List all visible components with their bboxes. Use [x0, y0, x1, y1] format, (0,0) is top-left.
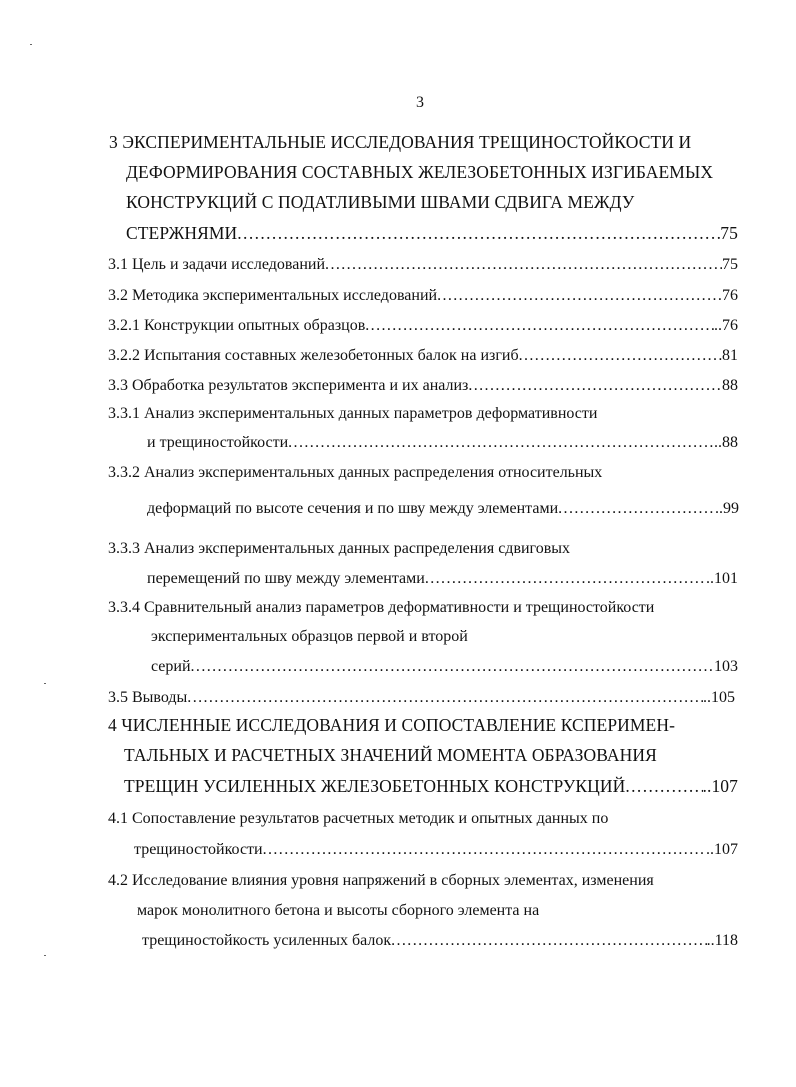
toc-entry-page: ..107 [706, 841, 738, 858]
dot-leader [288, 433, 714, 453]
toc-entry-text: трещиностойкость усиленных балок [142, 932, 392, 949]
toc-ch4-page: ..107 [702, 776, 738, 796]
toc-entry-page: ..101 [706, 570, 738, 587]
toc-entry-text: 3.2.2 Испытания составных железобетонных балок на изгиб [108, 347, 519, 364]
toc-entry-text: и трещиностойкости [147, 434, 289, 451]
scan-speck [44, 955, 46, 956]
dot-leader [191, 657, 714, 677]
toc-ch3-page: 75 [720, 223, 738, 243]
toc-entry-text: 3.2 Методика экспериментальных исследований [108, 287, 438, 304]
toc-entry-ch3[interactable] [126, 223, 738, 243]
dot-leader [558, 499, 715, 519]
toc-entry-3-3-1[interactable] [147, 433, 738, 453]
toc-entry-3-3[interactable] [108, 376, 738, 396]
dot-leader [237, 223, 720, 243]
toc-entry-page: ..88 [714, 434, 738, 451]
toc-entry-text: перемещений по шву между элементами [147, 570, 425, 587]
toc-entry-text: 3.1 Цель и задачи исследований [108, 256, 326, 273]
toc-entry-text: трещиностойкости [134, 841, 263, 858]
toc-entry-3-5[interactable] [108, 688, 735, 708]
toc-ch3-line4: СТЕРЖНЯМИ [126, 223, 238, 243]
dot-leader [263, 840, 706, 860]
toc-4-1-line1: 4.1 Сопоставление результатов расчетных методик и опытных данных по [108, 810, 609, 827]
toc-entry-3-3-3[interactable] [147, 569, 738, 589]
toc-entry-page: ..99 [715, 500, 739, 517]
dot-leader [625, 776, 702, 796]
toc-entry-3-1[interactable] [108, 255, 738, 275]
toc-entry-text: деформаций по высоте сечения и по шву между элементами [147, 500, 559, 517]
toc-4-2-line2: марок монолитного бетона и высоты сборного элемента на [137, 902, 540, 919]
toc-3-3-3-line1: 3.3.3 Анализ экспериментальных данных распределения сдвиговых [108, 540, 571, 557]
toc-entry-4-1[interactable] [134, 840, 738, 860]
toc-entry-text: 3.5 Выводы [108, 689, 188, 706]
dot-leader [425, 569, 706, 589]
toc-entry-page: 103 [714, 658, 738, 675]
toc-entry-3-2-2[interactable] [108, 346, 738, 366]
toc-entry-text: 3.3 Обработка результатов эксперимента и их анализ [108, 377, 469, 394]
toc-entry-page: 75 [722, 256, 738, 273]
toc-ch4-line2: ТАЛЬНЫХ И РАСЧЕТНЫХ ЗНАЧЕНИЙ МОМЕНТА ОБРАЗОВАНИЯ [124, 745, 657, 765]
toc-3-3-2-line1: 3.3.2 Анализ экспериментальных данных распределения относительных [108, 464, 603, 481]
dot-leader [187, 688, 703, 708]
page-number: 3 [416, 94, 424, 111]
toc-3-3-1-line1: 3.3.1 Анализ экспериментальных данных параметров деформативности [108, 405, 598, 422]
dot-leader [325, 255, 722, 275]
toc-entry-4-2[interactable] [142, 931, 738, 951]
toc-entry-3-3-2[interactable] [147, 499, 739, 519]
dot-leader [468, 376, 722, 396]
toc-ch3-line3: КОНСТРУКЦИЙ С ПОДАТЛИВЫМИ ШВАМИ СДВИГА МЕЖДУ [126, 192, 635, 212]
toc-4-2-line1: 4.2 Исследование влияния уровня напряжений в сборных элементах, изменения [108, 872, 654, 889]
toc-entry-3-3-4[interactable] [151, 657, 738, 677]
scan-speck [44, 683, 46, 684]
toc-3-3-4-line1: 3.3.4 Сравнительный анализ параметров деформативности и трещиностойкости [108, 599, 655, 616]
toc-entry-ch4[interactable] [124, 776, 738, 796]
toc-entry-page: 88 [722, 377, 738, 394]
toc-3-3-4-line2: экспериментальных образцов первой и второй [151, 628, 468, 645]
toc-ch3-line1: 3 ЭКСПЕРИМЕНТАЛЬНЫЕ ИССЛЕДОВАНИЯ ТРЕЩИНОСТОЙКОСТИ И [109, 132, 692, 152]
toc-entry-page: ..105 [703, 689, 735, 706]
scan-speck [30, 44, 32, 45]
toc-ch3-line2: ДЕФОРМИРОВАНИЯ СОСТАВНЫХ ЖЕЛЕЗОБЕТОННЫХ ИЗГИБАЕМЫХ [126, 162, 714, 182]
dot-leader [365, 316, 714, 336]
toc-entry-page: 81 [722, 347, 738, 364]
toc-entry-text: 3.2.1 Конструкции опытных образцов [108, 317, 366, 334]
dot-leader [391, 931, 707, 951]
toc-ch4-line3: ТРЕЩИН УСИЛЕННЫХ ЖЕЛЕЗОБЕТОННЫХ КОНСТРУКЦИЙ [124, 776, 626, 796]
dot-leader [519, 346, 722, 366]
toc-entry-page: 76 [722, 287, 738, 304]
toc-entry-3-2-1[interactable] [108, 316, 738, 336]
toc-entry-page: ..118 [706, 932, 738, 949]
toc-entry-3-2[interactable] [108, 286, 738, 306]
toc-entry-text: серий [151, 658, 191, 675]
toc-ch4-line1: 4 ЧИСЛЕННЫЕ ИССЛЕДОВАНИЯ И СОПОСТАВЛЕНИЕ КСПЕРИМЕН- [108, 715, 676, 735]
dot-leader [437, 286, 722, 306]
toc-entry-page: ..76 [714, 317, 738, 334]
